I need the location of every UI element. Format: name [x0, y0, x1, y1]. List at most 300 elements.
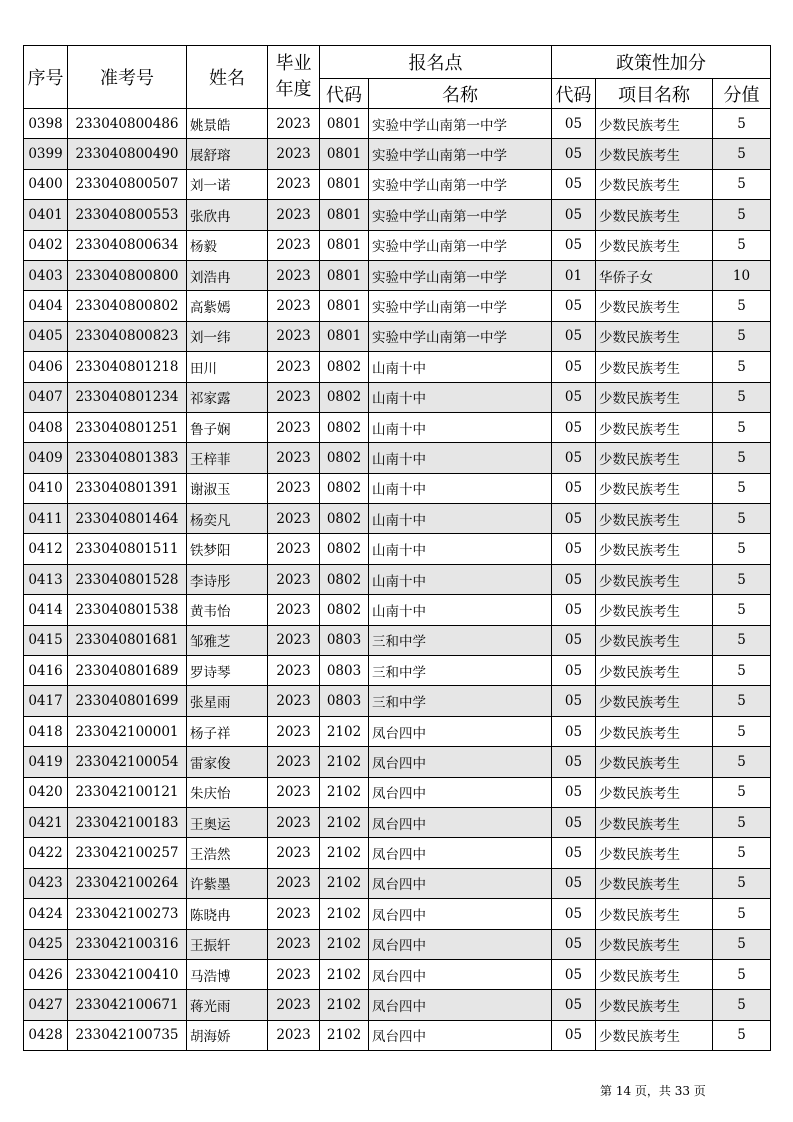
cell-grad-year: 2023 — [268, 716, 320, 746]
cell-site-code: 0801 — [320, 321, 369, 351]
cell-name: 邹雅芝 — [187, 625, 268, 655]
cell-name: 罗诗琴 — [187, 656, 268, 686]
table-row — [24, 899, 771, 929]
cell-seq: 0422 — [24, 838, 68, 868]
cell-grad-year: 2023 — [268, 473, 320, 503]
cell-name: 蒋光雨 — [187, 990, 268, 1020]
cell-bonus-item: 少数民族考生 — [596, 139, 713, 169]
cell-exam-no: 233042100671 — [68, 990, 187, 1020]
cell-bonus-code: 05 — [552, 473, 596, 503]
cell-bonus-item: 少数民族考生 — [596, 504, 713, 534]
cell-bonus-item: 少数民族考生 — [596, 929, 713, 959]
cell-site-code: 2102 — [320, 899, 369, 929]
cell-site-code: 0801 — [320, 200, 369, 230]
cell-grad-year: 2023 — [268, 777, 320, 807]
cell-bonus-item: 少数民族考生 — [596, 534, 713, 564]
cell-name: 鲁子娴 — [187, 412, 268, 442]
cell-grad-year: 2023 — [268, 990, 320, 1020]
cell-seq: 0409 — [24, 443, 68, 473]
cell-site-name: 实验中学山南第一中学 — [369, 109, 552, 139]
cell-exam-no: 233042100001 — [68, 716, 187, 746]
cell-exam-no: 233040801699 — [68, 686, 187, 716]
cell-bonus-item: 少数民族考生 — [596, 807, 713, 837]
cell-grad-year: 2023 — [268, 929, 320, 959]
cell-grad-year: 2023 — [268, 260, 320, 290]
cell-bonus-code: 05 — [552, 321, 596, 351]
cell-exam-no: 233040801689 — [68, 656, 187, 686]
table-row — [24, 868, 771, 898]
cell-seq: 0410 — [24, 473, 68, 503]
cell-seq: 0399 — [24, 139, 68, 169]
cell-exam-no: 233040801681 — [68, 625, 187, 655]
cell-bonus-item: 少数民族考生 — [596, 747, 713, 777]
cell-bonus-score: 5 — [713, 1020, 771, 1050]
cell-bonus-code: 05 — [552, 747, 596, 777]
cell-site-name: 实验中学山南第一中学 — [369, 260, 552, 290]
cell-seq: 0419 — [24, 747, 68, 777]
cell-site-code: 2102 — [320, 777, 369, 807]
cell-seq: 0401 — [24, 200, 68, 230]
cell-site-code: 0801 — [320, 230, 369, 260]
cell-name: 胡海娇 — [187, 1020, 268, 1050]
cell-grad-year: 2023 — [268, 109, 320, 139]
cell-exam-no: 233040801251 — [68, 412, 187, 442]
cell-exam-no: 233040801538 — [68, 595, 187, 625]
cell-bonus-score: 5 — [713, 777, 771, 807]
cell-site-code: 0801 — [320, 169, 369, 199]
cell-bonus-score: 5 — [713, 534, 771, 564]
cell-site-name: 实验中学山南第一中学 — [369, 169, 552, 199]
cell-site-name: 凤台四中 — [369, 929, 552, 959]
cell-site-code: 0801 — [320, 109, 369, 139]
cell-bonus-score: 5 — [713, 868, 771, 898]
cell-grad-year: 2023 — [268, 291, 320, 321]
cell-site-name: 山南十中 — [369, 352, 552, 382]
cell-site-code: 0802 — [320, 412, 369, 442]
cell-bonus-code: 05 — [552, 990, 596, 1020]
cell-name: 雷家俊 — [187, 747, 268, 777]
cell-bonus-code: 05 — [552, 595, 596, 625]
cell-site-name: 凤台四中 — [369, 807, 552, 837]
header-bonus: 政策性加分 — [552, 46, 771, 79]
cell-bonus-score: 5 — [713, 656, 771, 686]
cell-bonus-score: 5 — [713, 716, 771, 746]
cell-bonus-score: 5 — [713, 807, 771, 837]
cell-name: 马浩博 — [187, 959, 268, 989]
cell-site-code: 2102 — [320, 1020, 369, 1050]
cell-exam-no: 233042100054 — [68, 747, 187, 777]
table-row — [24, 716, 771, 746]
cell-bonus-score: 5 — [713, 443, 771, 473]
cell-name: 姚景皓 — [187, 109, 268, 139]
cell-site-code: 0802 — [320, 564, 369, 594]
cell-name: 铁梦阳 — [187, 534, 268, 564]
cell-bonus-code: 05 — [552, 443, 596, 473]
cell-grad-year: 2023 — [268, 959, 320, 989]
cell-name: 祁家露 — [187, 382, 268, 412]
cell-bonus-code: 05 — [552, 169, 596, 199]
cell-exam-no: 233040801383 — [68, 443, 187, 473]
cell-grad-year: 2023 — [268, 686, 320, 716]
cell-bonus-item: 华侨子女 — [596, 260, 713, 290]
cell-exam-no: 233042100410 — [68, 959, 187, 989]
cell-exam-no: 233042100316 — [68, 929, 187, 959]
cell-bonus-score: 5 — [713, 200, 771, 230]
cell-site-name: 山南十中 — [369, 473, 552, 503]
cell-site-code: 0801 — [320, 139, 369, 169]
table-body — [24, 109, 771, 1051]
cell-exam-no: 233042100121 — [68, 777, 187, 807]
cell-bonus-item: 少数民族考生 — [596, 959, 713, 989]
header-bonus-item: 项目名称 — [596, 79, 713, 109]
cell-site-name: 三和中学 — [369, 686, 552, 716]
cell-grad-year: 2023 — [268, 382, 320, 412]
table-row — [24, 321, 771, 351]
cell-site-code: 0802 — [320, 504, 369, 534]
cell-seq: 0417 — [24, 686, 68, 716]
cell-bonus-code: 05 — [552, 929, 596, 959]
cell-bonus-score: 5 — [713, 625, 771, 655]
cell-grad-year: 2023 — [268, 412, 320, 442]
header-site-name: 名称 — [369, 79, 552, 109]
cell-site-name: 三和中学 — [369, 656, 552, 686]
cell-seq: 0400 — [24, 169, 68, 199]
cell-site-name: 实验中学山南第一中学 — [369, 230, 552, 260]
table-row — [24, 656, 771, 686]
page-number: 第 14 页，共 33 页 — [600, 1084, 706, 1098]
cell-bonus-score: 5 — [713, 352, 771, 382]
cell-grad-year: 2023 — [268, 899, 320, 929]
cell-site-code: 2102 — [320, 747, 369, 777]
cell-grad-year: 2023 — [268, 1020, 320, 1050]
table-row — [24, 1020, 771, 1050]
header-grad-year: 毕业年度 — [268, 46, 320, 109]
cell-bonus-score: 5 — [713, 595, 771, 625]
cell-name: 王奥运 — [187, 807, 268, 837]
cell-seq: 0411 — [24, 504, 68, 534]
cell-bonus-item: 少数民族考生 — [596, 868, 713, 898]
cell-bonus-item: 少数民族考生 — [596, 109, 713, 139]
cell-bonus-code: 01 — [552, 260, 596, 290]
cell-bonus-code: 05 — [552, 686, 596, 716]
cell-name: 李诗彤 — [187, 564, 268, 594]
table-row — [24, 291, 771, 321]
cell-bonus-code: 05 — [552, 504, 596, 534]
cell-exam-no: 233040801464 — [68, 504, 187, 534]
cell-seq: 0403 — [24, 260, 68, 290]
cell-bonus-item: 少数民族考生 — [596, 230, 713, 260]
table-row — [24, 443, 771, 473]
cell-name: 展舒瑢 — [187, 139, 268, 169]
cell-seq: 0416 — [24, 656, 68, 686]
cell-site-code: 0802 — [320, 595, 369, 625]
cell-exam-no: 233042100257 — [68, 838, 187, 868]
cell-site-name: 凤台四中 — [369, 1020, 552, 1050]
header-exam-no: 准考号 — [68, 46, 187, 109]
cell-exam-no: 233040801528 — [68, 564, 187, 594]
cell-exam-no: 233040801391 — [68, 473, 187, 503]
cell-name: 朱庆怡 — [187, 777, 268, 807]
cell-seq: 0424 — [24, 899, 68, 929]
header-name: 姓名 — [187, 46, 268, 109]
cell-grad-year: 2023 — [268, 838, 320, 868]
cell-name: 黄韦怡 — [187, 595, 268, 625]
cell-name: 陈晓冉 — [187, 899, 268, 929]
cell-bonus-item: 少数民族考生 — [596, 625, 713, 655]
header-site: 报名点 — [320, 46, 552, 79]
cell-bonus-score: 10 — [713, 260, 771, 290]
table-row — [24, 838, 771, 868]
cell-bonus-item: 少数民族考生 — [596, 595, 713, 625]
cell-bonus-score: 5 — [713, 564, 771, 594]
cell-bonus-score: 5 — [713, 899, 771, 929]
cell-bonus-score: 5 — [713, 412, 771, 442]
cell-site-code: 2102 — [320, 868, 369, 898]
cell-site-name: 凤台四中 — [369, 868, 552, 898]
cell-bonus-code: 05 — [552, 382, 596, 412]
cell-grad-year: 2023 — [268, 169, 320, 199]
cell-site-name: 山南十中 — [369, 504, 552, 534]
cell-bonus-code: 05 — [552, 656, 596, 686]
cell-name: 王振轩 — [187, 929, 268, 959]
cell-bonus-item: 少数民族考生 — [596, 473, 713, 503]
table-row — [24, 595, 771, 625]
cell-exam-no: 233042100735 — [68, 1020, 187, 1050]
table-row — [24, 260, 771, 290]
cell-name: 杨子祥 — [187, 716, 268, 746]
cell-name: 王浩然 — [187, 838, 268, 868]
cell-bonus-item: 少数民族考生 — [596, 899, 713, 929]
cell-seq: 0404 — [24, 291, 68, 321]
cell-seq: 0421 — [24, 807, 68, 837]
table-row — [24, 412, 771, 442]
cell-seq: 0420 — [24, 777, 68, 807]
cell-bonus-score: 5 — [713, 473, 771, 503]
cell-seq: 0408 — [24, 412, 68, 442]
table-row — [24, 564, 771, 594]
cell-site-name: 山南十中 — [369, 412, 552, 442]
cell-exam-no: 233042100273 — [68, 899, 187, 929]
cell-exam-no: 233042100183 — [68, 807, 187, 837]
cell-exam-no: 233040800800 — [68, 260, 187, 290]
cell-bonus-score: 5 — [713, 169, 771, 199]
cell-bonus-code: 05 — [552, 625, 596, 655]
cell-bonus-code: 05 — [552, 291, 596, 321]
cell-name: 杨毅 — [187, 230, 268, 260]
cell-site-name: 山南十中 — [369, 443, 552, 473]
cell-bonus-code: 05 — [552, 807, 596, 837]
cell-bonus-item: 少数民族考生 — [596, 564, 713, 594]
table-row — [24, 230, 771, 260]
table-row — [24, 625, 771, 655]
cell-seq: 0415 — [24, 625, 68, 655]
cell-bonus-item: 少数民族考生 — [596, 656, 713, 686]
cell-seq: 0425 — [24, 929, 68, 959]
cell-site-code: 2102 — [320, 807, 369, 837]
cell-grad-year: 2023 — [268, 139, 320, 169]
cell-site-name: 凤台四中 — [369, 959, 552, 989]
cell-bonus-code: 05 — [552, 412, 596, 442]
cell-site-code: 0802 — [320, 534, 369, 564]
header-bonus-score: 分值 — [713, 79, 771, 109]
table-row — [24, 200, 771, 230]
cell-name: 刘一纬 — [187, 321, 268, 351]
cell-site-code: 0801 — [320, 260, 369, 290]
cell-site-code: 0802 — [320, 443, 369, 473]
table-row — [24, 959, 771, 989]
cell-bonus-code: 05 — [552, 777, 596, 807]
table-row — [24, 169, 771, 199]
cell-bonus-score: 5 — [713, 504, 771, 534]
table-row — [24, 534, 771, 564]
cell-bonus-code: 05 — [552, 716, 596, 746]
cell-seq: 0418 — [24, 716, 68, 746]
cell-bonus-code: 05 — [552, 959, 596, 989]
cell-seq: 0423 — [24, 868, 68, 898]
cell-seq: 0406 — [24, 352, 68, 382]
cell-bonus-code: 05 — [552, 352, 596, 382]
table-row — [24, 990, 771, 1020]
cell-bonus-score: 5 — [713, 321, 771, 351]
table-row — [24, 504, 771, 534]
cell-bonus-item: 少数民族考生 — [596, 321, 713, 351]
cell-seq: 0407 — [24, 382, 68, 412]
cell-bonus-score: 5 — [713, 959, 771, 989]
cell-site-code: 2102 — [320, 990, 369, 1020]
cell-bonus-score: 5 — [713, 686, 771, 716]
cell-seq: 0428 — [24, 1020, 68, 1050]
cell-name: 刘浩冉 — [187, 260, 268, 290]
cell-site-name: 凤台四中 — [369, 990, 552, 1020]
cell-seq: 0413 — [24, 564, 68, 594]
cell-site-code: 0802 — [320, 352, 369, 382]
cell-bonus-item: 少数民族考生 — [596, 412, 713, 442]
cell-name: 高紫嫣 — [187, 291, 268, 321]
table-row — [24, 352, 771, 382]
cell-site-code: 2102 — [320, 959, 369, 989]
cell-name: 王梓菲 — [187, 443, 268, 473]
cell-bonus-code: 05 — [552, 200, 596, 230]
cell-seq: 0426 — [24, 959, 68, 989]
cell-site-name: 山南十中 — [369, 382, 552, 412]
cell-bonus-code: 05 — [552, 1020, 596, 1050]
cell-bonus-item: 少数民族考生 — [596, 169, 713, 199]
cell-site-name: 凤台四中 — [369, 777, 552, 807]
cell-bonus-item: 少数民族考生 — [596, 777, 713, 807]
cell-site-name: 实验中学山南第一中学 — [369, 200, 552, 230]
cell-seq: 0412 — [24, 534, 68, 564]
cell-bonus-code: 05 — [552, 109, 596, 139]
cell-site-name: 三和中学 — [369, 625, 552, 655]
cell-site-name: 凤台四中 — [369, 899, 552, 929]
cell-name: 田川 — [187, 352, 268, 382]
cell-bonus-score: 5 — [713, 929, 771, 959]
cell-grad-year: 2023 — [268, 534, 320, 564]
cell-grad-year: 2023 — [268, 868, 320, 898]
cell-site-code: 0802 — [320, 473, 369, 503]
cell-bonus-code: 05 — [552, 564, 596, 594]
table-row — [24, 807, 771, 837]
cell-exam-no: 233040801218 — [68, 352, 187, 382]
cell-site-code: 0803 — [320, 656, 369, 686]
table-row — [24, 777, 771, 807]
cell-grad-year: 2023 — [268, 200, 320, 230]
cell-grad-year: 2023 — [268, 352, 320, 382]
cell-bonus-code: 05 — [552, 139, 596, 169]
cell-bonus-item: 少数民族考生 — [596, 352, 713, 382]
cell-name: 杨奕凡 — [187, 504, 268, 534]
cell-bonus-item: 少数民族考生 — [596, 990, 713, 1020]
cell-site-name: 实验中学山南第一中学 — [369, 291, 552, 321]
cell-exam-no: 233040800823 — [68, 321, 187, 351]
cell-grad-year: 2023 — [268, 625, 320, 655]
cell-bonus-item: 少数民族考生 — [596, 382, 713, 412]
cell-name: 许紫墨 — [187, 868, 268, 898]
cell-bonus-score: 5 — [713, 990, 771, 1020]
table-row — [24, 382, 771, 412]
cell-site-name: 实验中学山南第一中学 — [369, 321, 552, 351]
cell-bonus-item: 少数民族考生 — [596, 686, 713, 716]
header-site-code: 代码 — [320, 79, 369, 109]
cell-bonus-code: 05 — [552, 838, 596, 868]
cell-site-name: 山南十中 — [369, 534, 552, 564]
cell-bonus-score: 5 — [713, 382, 771, 412]
cell-bonus-item: 少数民族考生 — [596, 716, 713, 746]
cell-bonus-score: 5 — [713, 139, 771, 169]
policy-bonus-table — [23, 45, 771, 1051]
table-row — [24, 686, 771, 716]
cell-seq: 0427 — [24, 990, 68, 1020]
cell-name: 张欣冉 — [187, 200, 268, 230]
cell-bonus-code: 05 — [552, 899, 596, 929]
cell-site-name: 凤台四中 — [369, 747, 552, 777]
cell-bonus-item: 少数民族考生 — [596, 291, 713, 321]
cell-bonus-code: 05 — [552, 534, 596, 564]
cell-bonus-score: 5 — [713, 291, 771, 321]
cell-bonus-score: 5 — [713, 109, 771, 139]
cell-grad-year: 2023 — [268, 595, 320, 625]
cell-site-code: 0801 — [320, 291, 369, 321]
cell-exam-no: 233040800490 — [68, 139, 187, 169]
cell-site-code: 0803 — [320, 686, 369, 716]
cell-seq: 0398 — [24, 109, 68, 139]
cell-exam-no: 233040800634 — [68, 230, 187, 260]
cell-bonus-score: 5 — [713, 747, 771, 777]
cell-grad-year: 2023 — [268, 564, 320, 594]
cell-site-name: 山南十中 — [369, 564, 552, 594]
header-seq: 序号 — [24, 46, 68, 109]
cell-site-name: 山南十中 — [369, 595, 552, 625]
cell-name: 刘一诺 — [187, 169, 268, 199]
cell-grad-year: 2023 — [268, 504, 320, 534]
cell-site-code: 0803 — [320, 625, 369, 655]
cell-bonus-code: 05 — [552, 230, 596, 260]
cell-site-name: 凤台四中 — [369, 838, 552, 868]
cell-grad-year: 2023 — [268, 443, 320, 473]
cell-site-code: 2102 — [320, 716, 369, 746]
cell-exam-no: 233040800802 — [68, 291, 187, 321]
cell-grad-year: 2023 — [268, 807, 320, 837]
table-row — [24, 139, 771, 169]
cell-bonus-item: 少数民族考生 — [596, 443, 713, 473]
cell-exam-no: 233042100264 — [68, 868, 187, 898]
cell-site-code: 2102 — [320, 838, 369, 868]
cell-grad-year: 2023 — [268, 230, 320, 260]
table-row — [24, 473, 771, 503]
cell-exam-no: 233040801234 — [68, 382, 187, 412]
cell-site-name: 实验中学山南第一中学 — [369, 139, 552, 169]
cell-seq: 0405 — [24, 321, 68, 351]
